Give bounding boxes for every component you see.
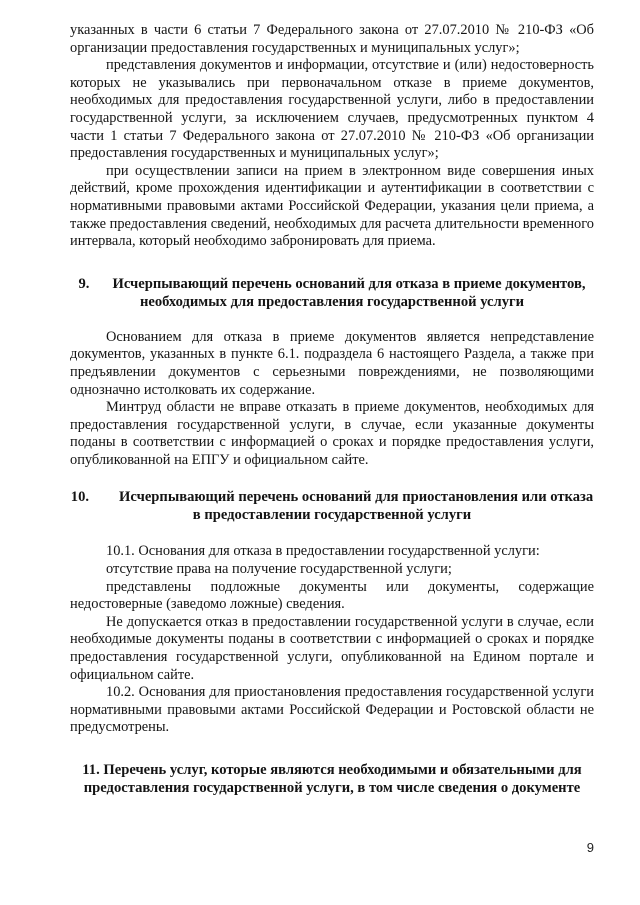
document-page [70, 22, 594, 797]
page-number: 9 [586, 840, 594, 855]
paragraph: Не допускается отказ в предоставлении государственной услуги в случае, если необходимые документы поданы в соответствии с информацией о сроках и порядке предоставления государственной услуги, опубликованной на Едином портале и официальном сайте. [70, 613, 594, 683]
paragraph: указанных в части 6 статьи 7 Федерального закона от 27.07.2010 № 210-ФЗ «Об организации предоставления государственных и муниципальных услуг»; [70, 22, 594, 56]
paragraph: при осуществлении записи на прием в электронном виде совершения иных действий, кроме прохождения идентификации и аутентификации в соответствии с нормативными правовыми актами Российской Федерации, указания цели приема, а также предоставления сведений, необходимых для расчета длительности временного интервала, который необходимо забронировать для приема. [70, 162, 594, 250]
section-9-heading: 9. Исчерпывающий перечень оснований для отказа в приеме документов, необходимых для предоставления государственной услуги [78, 275, 586, 310]
section-title: Исчерпывающий перечень оснований для отказа в приеме документов, необходимых для предоставления государственной услуги [112, 275, 586, 310]
paragraph: 10.2. Основания для приостановления предоставления государственной услуги нормативными правовыми актами Российской Федерации и Ростовской области не предусмотрены. [70, 684, 594, 736]
section-title: Исчерпывающий перечень оснований для приостановления или отказа в предоставлении государственной услуги [119, 489, 594, 524]
section-11-heading: 11. Перечень услуг, которые являются необходимыми и обязательными для предоставления государственной услуги, в том числе сведения о документе [82, 762, 582, 796]
paragraph: Минтруд области не вправе отказать в приеме документов, необходимых для предоставления государственной услуги, в случае, если указанные документы поданы в соответствии с информацией о сроках и порядке предоставления услуги, опубликованной на ЕПГУ и официальном сайте. [70, 399, 594, 468]
paragraph: Основанием для отказа в приеме документов является непредставление документов, указанных в пункте 6.1. подраздела 6 настоящего Раздела, а также при предъявлении документов с серьезными повреждениями, не позволяющими однозначно истолковать их содержание. [70, 328, 594, 398]
paragraph: представления документов и информации, отсутствие и (или) недостоверность которых не указывались при первоначальном отказе в приеме документов, необходимых для предоставления государственной услуги, либо в предоставлении государственной услуги, за исключением случаев, предусмотренных пунктом 4 части 1 статьи 7 Федерального закона от 27.07.2010 № 210-ФЗ «Об организации предоставления государственных и муниципальных услуг»; [70, 57, 594, 162]
paragraph: отсутствие права на получение государственной услуги; [106, 561, 452, 578]
section-10-heading [70, 488, 594, 524]
paragraph: представлены подложные документы или документы, содержащие недостоверные (заведомо ложные) сведения. [70, 578, 594, 613]
section-number: 10. [70, 489, 90, 506]
paragraph: 10.1. Основания для отказа в предоставлении государственной услуги: [106, 543, 540, 560]
